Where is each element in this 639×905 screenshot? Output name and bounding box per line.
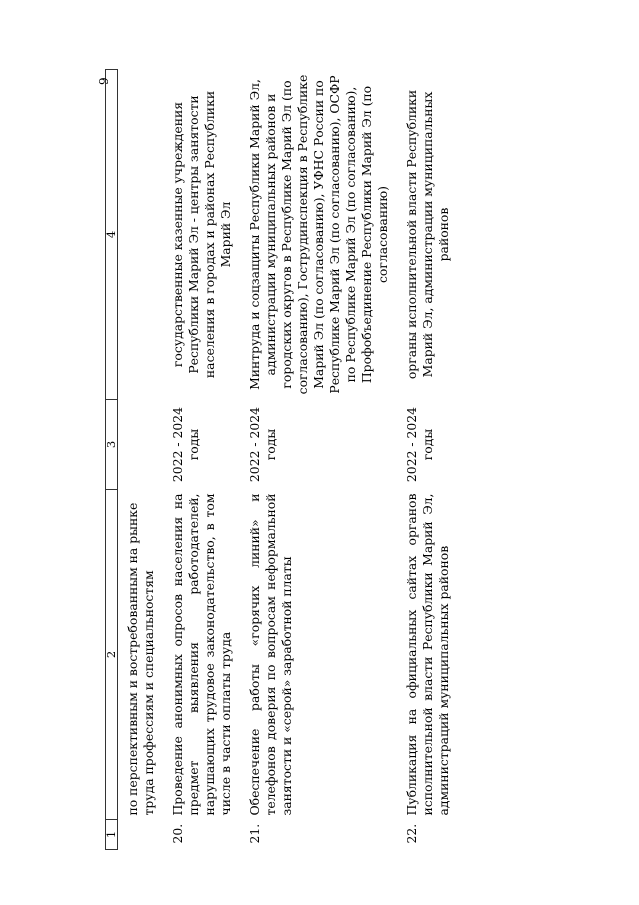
rotated-page — [97, 70, 625, 850]
page-number: 9 — [97, 77, 111, 85]
header-col-1: 1 — [106, 820, 118, 850]
period: 2022 - 2024 годы — [404, 406, 435, 483]
row-number — [124, 820, 169, 850]
measure-text: Обеспечение работы «горячих линий» и телефонов доверия по вопросам неформальной занятости и «серой» заработной платы — [247, 493, 294, 816]
table-row — [169, 70, 246, 850]
executors: государственные казенные учреждения Республики Марий Эл - центры занятости населения в городах и районах Республики Марий Эл — [170, 90, 233, 379]
executors: Минтруда и соцзащиты Республики Марий Эл, администрации муниципальных районов и городских округов в Республике Марий Эл (по согласованию), Гострудинспекция в Республике Марий Эл (по согласованию), УФНС России по Республике Марий Эл (по согласованию), ОСФР по Республике Марий Эл (по согласованию), Профобъединение Республики Марий Эл (по согласованию) — [247, 74, 390, 395]
row-number: 22. — [404, 823, 419, 844]
header-col-3: 3 — [106, 400, 118, 490]
measures-table — [105, 69, 464, 850]
measure-text: Публикация на официальных сайтах органов исполнительной власти Республики Марий Эл, администраций муниципальных районов — [404, 493, 451, 816]
period: 2022 - 2024 годы — [247, 406, 278, 483]
period: 2022 - 2024 годы — [170, 406, 201, 483]
measure-text: Проведение анонимных опросов населения на предмет выявления работодателей, нарушающих трудовое законодательство, в том числе в части оплаты труда — [170, 493, 233, 816]
table-row-continuation — [124, 70, 169, 850]
executors — [124, 70, 169, 400]
row-number: 21. — [247, 823, 262, 844]
row-number: 20. — [170, 823, 185, 844]
executors: органы исполнительной власти Республики Марий Эл, администрации муниципальных районов — [404, 89, 451, 380]
table-row — [246, 70, 403, 850]
header-col-4: 4 — [106, 70, 118, 400]
period — [124, 400, 169, 490]
table-row — [403, 70, 464, 850]
table-header-row — [106, 70, 118, 850]
header-col-2: 2 — [106, 490, 118, 820]
measure-text: по перспективным и востребованным на рынке труда профессиям и специальностям — [125, 502, 156, 816]
